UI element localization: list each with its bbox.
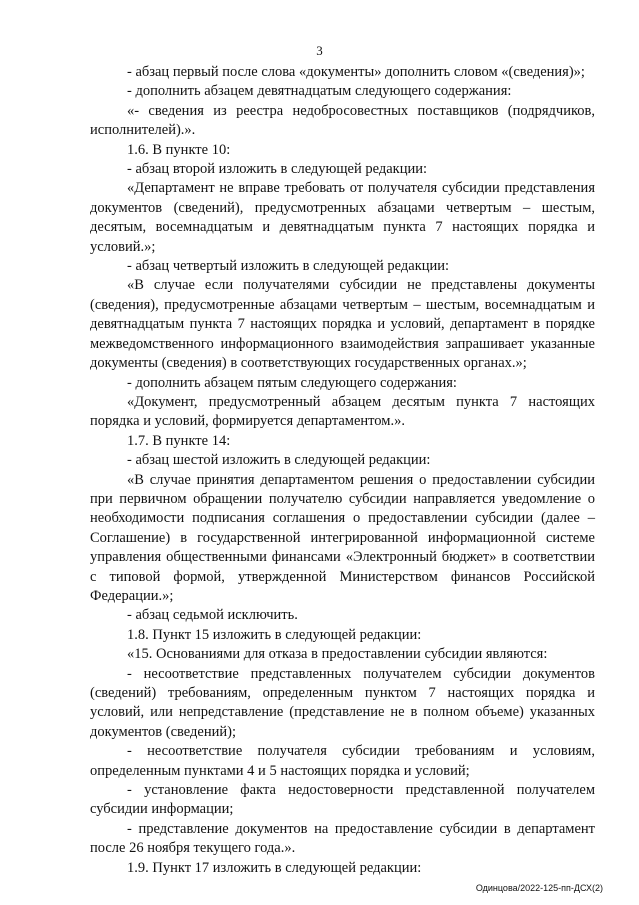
paragraph: - абзац четвертый изложить в следующей редакции: xyxy=(127,258,450,275)
paragraph: 1.9. Пункт 17 изложить в следующей редакции: xyxy=(127,859,422,876)
paragraph: - абзац первый после слова «документы» дополнить словом «(сведения)»; xyxy=(127,64,585,80)
paragraph: - представление документов на предоставление субсидии в департамент после 26 ноября текущего года.». xyxy=(90,820,595,857)
paragraph: - дополнить абзацем пятым следующего содержания: xyxy=(127,374,457,391)
paragraph: - абзац седьмой исключить. xyxy=(127,607,298,624)
paragraph: - несоответствие представленных получателем субсидии документов (сведений) требованиям, определенным пунктом 7 настоящих порядка и условий, или непредставление (представление не в полном объеме) указанных документов (сведений); xyxy=(90,665,595,740)
paragraph: - установление факта недостоверности представленной получателем субсидии информации; xyxy=(90,782,595,818)
paragraph: - несоответствие получателя субсидии требованиям и условиям, определенным пунктами 4 и 5 настоящих порядка и условий; xyxy=(90,743,595,779)
paragraph: «Документ, предусмотренный абзацем десятым пункта 7 настоящих порядка и условий, формируется департаментом.». xyxy=(90,393,595,430)
paragraph: - абзац шестой изложить в следующей редакции: xyxy=(127,452,431,469)
paragraph: «- сведения из реестра недобросовестных поставщиков (подрядчиков, исполнителей).». xyxy=(90,102,595,139)
footer-document-code: Одинцова/2022-125-пп-ДСХ(2) xyxy=(475,883,603,893)
paragraph: «15. Основаниями для отказа в предоставлении субсидии являются: xyxy=(127,646,548,663)
paragraph: «В случае если получателями субсидии не представлены документы (сведения), предусмотренные абзацами четвертым – шестым, восемнадцатым и девятнадцатым пункта 7 настоящих порядка и условий, департамент в порядке межведомственного информационного взаимодействия запрашивает указанные документы (сведения) в соответствующих государственных органах.»; xyxy=(90,277,595,372)
paragraph: - дополнить абзацем девятнадцатым следующего содержания: xyxy=(127,83,512,100)
paragraph: - абзац второй изложить в следующей редакции: xyxy=(127,161,428,178)
paragraph: 1.7. В пункте 14: xyxy=(127,432,231,449)
paragraph: 1.6. В пункте 10: xyxy=(127,141,231,158)
paragraph: 1.8. Пункт 15 изложить в следующей редакции: xyxy=(127,626,422,643)
document-body xyxy=(90,63,595,878)
paragraph: «В случае принятия департаментом решения о предоставлении субсидии при первичном обращении получателю субсидии направляется уведомление о необходимости подписания соглашения о предоставлении субсидии (далее – Соглашение) в государственной интегрированной информационной системе управления общественными финансами «Электронный бюджет» в соответствии с типовой формой, утвержденной Министерством финансов Российской Федерации.»; xyxy=(90,471,595,604)
page-number: 3 xyxy=(316,43,323,58)
paragraph: «Департамент не вправе требовать от получателя субсидии представления документов (сведений), предусмотренных абзацами четвертым – шестым, десятым, восемнадцатым и девятнадцатым пункта 7 настоящих порядка и условий.»; xyxy=(90,180,595,255)
